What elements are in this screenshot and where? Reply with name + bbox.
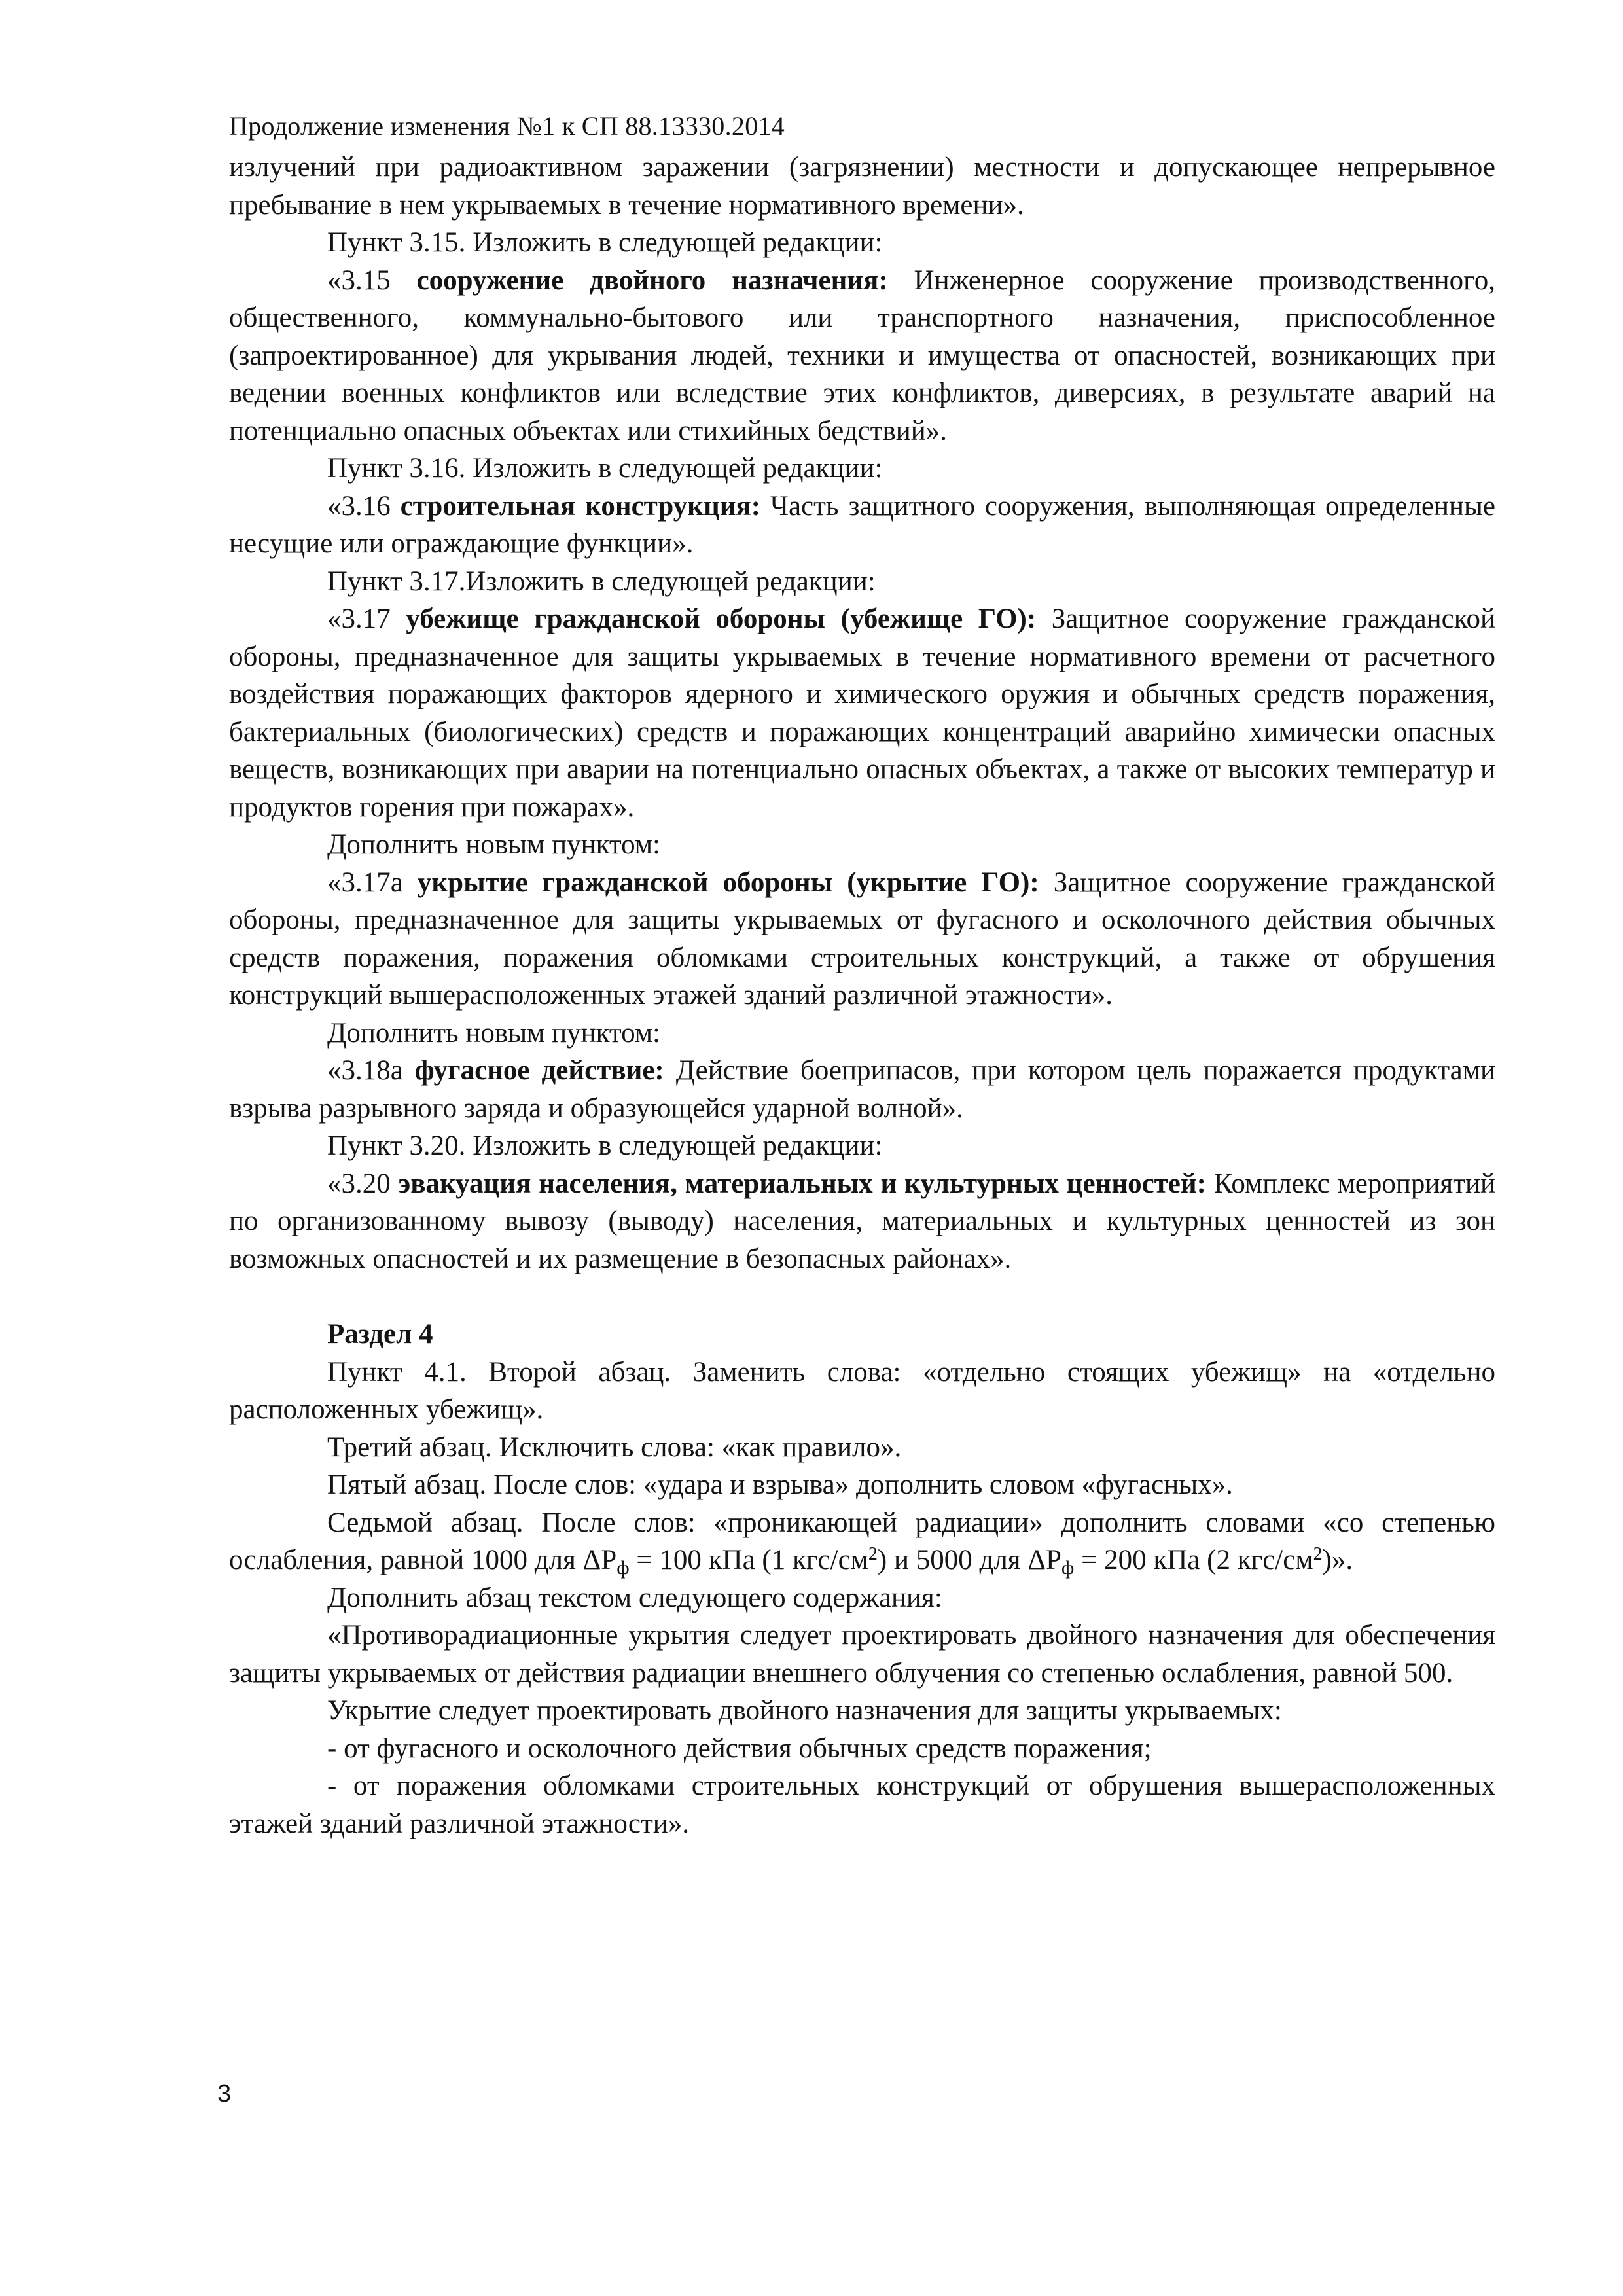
definition-3-16: «3.16 строительная конструкция: Часть защитного сооружения, выполняющая определенные несущие или ограждающие функции». — [229, 490, 1495, 559]
term-3-18a: фугасное действие: — [414, 1055, 664, 1086]
paragraph-add-text: Дополнить абзац текстом следующего содержания: — [327, 1582, 942, 1613]
definition-3-20: «3.20 эвакуация населения, материальных и культурных ценностей: Комплекс мероприятий по организованному вывозу (выводу) населения, материальных и культурных ценностей из зон возможных опасностей и их размещение в безопасных районах». — [229, 1168, 1496, 1274]
paragraph-4-1-seventh: Седьмой абзац. После слов: «проникающей радиации» дополнить словами «со степенью ослабления, равной 1000 для $\Delta Р_ф = 100$ кПа (1 кгс/$см^2$) и 5000 для $\Delta Р_ф = 200$ кПа (2 кгс/$см^2$)». — [229, 1507, 1495, 1579]
paragraph-instruction-3-16: Пункт 3.16. Изложить в следующей редакции: — [327, 453, 883, 484]
paragraph-4-1-third: Третий абзац. Исключить слова: «как правило». — [327, 1431, 902, 1463]
list-item-2: - от поражения обломками строительных конструкций от обрушения вышерасположенных этажей зданий различной этажности». — [229, 1770, 1495, 1839]
term-3-17a: укрытие гражданской обороны (укрытие ГО): — [417, 867, 1039, 898]
definition-3-18a: «3.18а фугасное действие: Действие боеприпасов, при котором цель поражается продуктами взрыва разрывного заряда и образующейся ударной волной». — [229, 1055, 1495, 1124]
paragraph-add-item-2: Дополнить новым пунктом: — [327, 1017, 660, 1049]
page-header: Продолжение изменения №1 к СП 88.13330.2014 — [229, 111, 785, 141]
paragraph-instruction-3-15: Пункт 3.15. Изложить в следующей редакции: — [327, 227, 883, 258]
term-3-20: эвакуация населения, материальных и культурных ценностей: — [398, 1168, 1206, 1199]
page-number: 3 — [217, 2080, 232, 2108]
document-page — [229, 108, 1495, 1842]
paragraph-add-item-1: Дополнить новым пунктом: — [327, 829, 660, 860]
paragraph-instruction-3-20: Пункт 3.20. Изложить в следующей редакции: — [327, 1130, 883, 1161]
paragraph-continuation: излучений при радиоактивном заражении (загрязнении) местности и допускающее непрерывное пребывание в нем укрываемых в течение нормативного времени». — [229, 152, 1495, 221]
term-3-17: убежище гражданской обороны (убежище ГО): — [406, 603, 1037, 634]
paragraph-4-1-fifth: Пятый абзац. После слов: «удара и взрыва» дополнить словом «фугасных». — [327, 1469, 1233, 1500]
definition-3-15: «3.15 сооружение двойного назначения: Инженерное сооружение производственного, общественного, коммунально-бытового или транспортного назначения, приспособленное (запроектированное) для укрывания людей, техники и имущества от опасностей, возникающих при ведении военных конфликтов или вследствие этих конфликтов, диверсиях, в результате аварий на потенциально опасных объектах или стихийных бедствий». — [229, 264, 1495, 446]
paragraph-shelter-design: Укрытие следует проектировать двойного назначения для защиты укрываемых: — [327, 1695, 1282, 1726]
section-heading: Раздел 4 — [327, 1319, 433, 1350]
paragraph-anti-radiation: «Противорадиационные укрытия следует проектировать двойного назначения для обеспечения защиты укрываемых от действия радиации внешнего облучения со степенью ослабления, равной 500. — [229, 1620, 1495, 1689]
definition-3-17: «3.17 убежище гражданской обороны (убежище ГО): Защитное сооружение гражданской обороны, предназначенное для защиты укрываемых в течение нормативного времени от расчетного воздействия поражающих факторов ядерного и химического оружия и обычных средств поражения, бактериальных (биологических) средств и поражающих концентраций аварийно химически опасных веществ, возникающих при аварии на потенциально опасных объектах, а также от высоких температур и продуктов горения при пожарах». — [229, 603, 1495, 823]
term-3-15: сооружение двойного назначения: — [416, 264, 888, 296]
paragraph-4-1-second: Пункт 4.1. Второй абзац. Заменить слова: «отдельно стоящих убежищ» на «отдельно расположенных убежищ». — [229, 1356, 1495, 1425]
term-3-16: строительная конструкция: — [400, 490, 761, 522]
paragraph-instruction-3-17: Пункт 3.17.Изложить в следующей редакции: — [327, 565, 876, 597]
definition-3-17a: «3.17а укрытие гражданской обороны (укрытие ГО): Защитное сооружение гражданской обороны, предназначенное для защиты укрываемых от фугасного и осколочного действия обычных средств поражения, поражения обломками строительных конструкций, а также от обрушения конструкций вышерасположенных этажей зданий различной этажности». — [229, 867, 1495, 1011]
list-item-1: - от фугасного и осколочного действия обычных средств поражения; — [327, 1732, 1152, 1764]
